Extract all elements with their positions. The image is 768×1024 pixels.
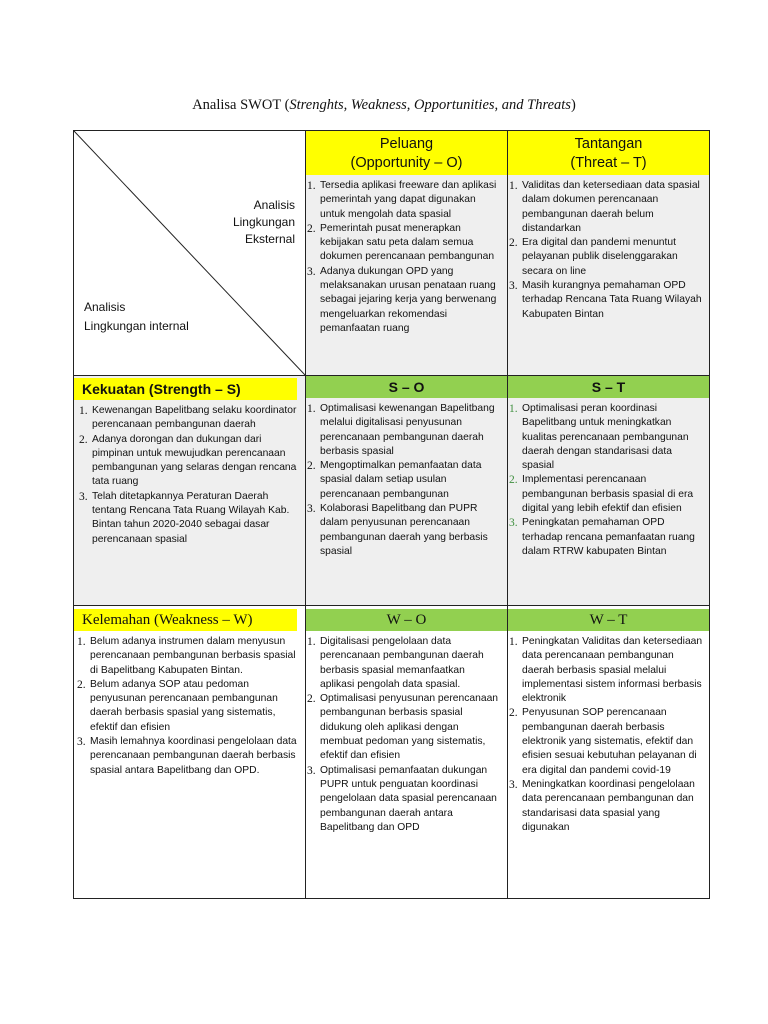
external-line-1: Analisis xyxy=(253,198,295,212)
opportunity-cell xyxy=(306,131,508,376)
list-item: 2. Era digital dan pandemi menuntut pelayanan publik diselenggarakan secara on line xyxy=(509,237,678,277)
so-cell xyxy=(306,376,508,606)
internal-line-1: Analisis xyxy=(84,300,126,314)
st-cell xyxy=(508,376,710,606)
weakness-list xyxy=(74,631,305,778)
list-item: 3. Kolaborasi Bapelitbang dan PUPR dalam penyusunan perencanaan pembangunan daerah yang berbasis spasial xyxy=(307,503,488,557)
threat-list xyxy=(508,175,709,322)
swot-table xyxy=(73,130,710,899)
list-item: 1. Tersedia aplikasi freeware dan aplikasi pemerintah yang dapat digunakan untuk mengolah data spasial xyxy=(307,180,497,220)
list-item: 2. Optimalisasi penyusunan perencanaan pembangunan berbasis spasial didukung oleh aplikasi dengan membuat pedoman yang sistematis, efektif dan efisien xyxy=(307,693,499,762)
wo-cell xyxy=(306,606,508,899)
list-item: 3. Peningkatan pemahaman OPD terhadap rencana pemanfaatan ruang dalam RTRW kabupaten Bintan xyxy=(509,517,695,557)
title-suffix: ) xyxy=(570,97,576,113)
title-prefix: Analisa SWOT ( xyxy=(192,97,290,113)
st-list xyxy=(508,398,709,559)
list-item: 3. Masih lemahnya koordinasi pengelolaan data perencanaan pembangunan daerah berbasis spasial antara Bapelitbang dan OPD. xyxy=(77,736,297,776)
wo-header: W – O xyxy=(306,609,507,631)
list-item: 3. Adanya dukungan OPD yang melaksanakan urusan penataan ruang sebagai jejaring kerja yang berwenang mengeluarkan rekomendasi pemanfaatan ruang xyxy=(307,265,497,334)
so-header: S – O xyxy=(306,376,507,398)
wt-list xyxy=(508,631,709,835)
st-header: S – T xyxy=(508,376,709,398)
list-item: 3. Meningkatkan koordinasi pengelolaan data perencanaan pembangunan dan standarisasi data spasial yang digunakan xyxy=(509,778,695,833)
wo-list xyxy=(306,631,507,835)
opportunity-title: Peluang xyxy=(379,136,434,152)
internal-line-2: Lingkungan internal xyxy=(84,319,189,333)
list-item: 1. Belum adanya instrumen dalam menyusun perencanaan pembangunan berbasis spasial di Bapelitbang Kabupaten Bintan. xyxy=(77,636,296,676)
opportunity-subtitle: (Opportunity – O) xyxy=(350,155,463,171)
title-italic: Strenghts, Weakness, Opportunities, and Threats xyxy=(289,97,571,113)
opportunity-header xyxy=(306,131,507,175)
list-item: 3. Optimalisasi pemanfaatan dukungan PUPR untuk penguatan koordinasi pengelolaan data spasial perencanaan pembangunan daerah antara Bapelitbang dan OPD xyxy=(307,764,497,833)
external-line-3: Eksternal xyxy=(244,232,295,246)
strength-header: Kekuatan (Strength – S) xyxy=(74,378,297,400)
list-item: 1. Kewenangan Bapelitbang selaku koordinator perencanaan pembangunan daerah xyxy=(79,405,297,431)
wt-header: W – T xyxy=(508,609,709,631)
list-item: 1. Optimalisasi peran koordinasi Bapelitbang untuk meningkatkan kualitas perencanaan pembangunan daerah dengan standarisasi data spasial xyxy=(509,403,689,472)
list-item: 2. Penyusunan SOP perencanaan pembangunan daerah berbasis elektronik yang sistematis, efektif dan efisien sesuai kebutuhan pelayanan di era digital dan pandemi covid-19 xyxy=(509,707,697,776)
strength-list xyxy=(74,400,305,547)
opportunity-list xyxy=(306,175,507,336)
list-item: 1. Optimalisasi kewenangan Bapelitbang melalui digitalisasi penyusunan perencanaan pembangunan daerah berbasis spasial xyxy=(307,403,495,457)
list-item: 1. Digitalisasi pengelolaan data perencanaan pembangunan daerah berbasis spasial memanfaatkan aplikasi pengolah data spasial. xyxy=(307,636,484,690)
internal-analysis-label xyxy=(84,298,189,336)
so-list xyxy=(306,398,507,559)
list-item: 3. Telah ditetapkannya Peraturan Daerah tentang Rencana Tata Ruang Wilayah Kab. Bintan tahun 2020-2040 sebagai dasar perencanaan spasial xyxy=(79,490,290,545)
list-item: 2. Adanya dorongan dan dukungan dari pimpinan untuk mewujudkan perencanaan pembangunan yang selaras dengan rencana tata ruang xyxy=(79,433,297,488)
external-analysis-label xyxy=(233,197,295,248)
list-item: 1. Peningkatan Validitas dan ketersediaan data perencanaan pembangunan daerah berbasis spasial melalui implementasi sistem informasi berbasis elektronik xyxy=(509,636,703,705)
wt-cell xyxy=(508,606,710,899)
threat-cell xyxy=(508,131,710,376)
page-title xyxy=(0,97,768,114)
threat-header xyxy=(508,131,709,175)
weakness-cell xyxy=(74,606,306,899)
threat-title: Tantangan xyxy=(574,136,643,152)
corner-cell xyxy=(74,131,306,376)
strength-cell xyxy=(74,376,306,606)
weakness-header: Kelemahan (Weakness – W) xyxy=(74,609,297,631)
diagonal-line xyxy=(74,131,305,375)
list-item: 1. Validitas dan ketersediaan data spasial dalam dokumen perencanaan pembangunan daerah belum distandarkan xyxy=(509,180,700,234)
list-item: 3. Masih kurangnya pemahaman OPD terhadap Rencana Tata Ruang Wilayah Kabupaten Bintan xyxy=(509,280,702,320)
list-item: 2. Mengoptimalkan pemanfaatan data spasial dalam setiap usulan perencanaan pembangunan xyxy=(307,460,482,500)
threat-subtitle: (Threat – T) xyxy=(570,155,647,171)
external-line-2: Lingkungan xyxy=(232,215,295,229)
list-item: 2. Belum adanya SOP atau pedoman penyusunan perencanaan pembangunan daerah berbasis spasial yang sistematis, efektif dan efisien xyxy=(77,678,278,733)
list-item: 2. Pemerintah pusat menerapkan kebijakan satu peta dalam semua dokumen perencanaan pembangunan xyxy=(307,222,495,263)
list-item: 2. Implementasi perencanaan pembangunan berbasis spasial di era digital yang lebih efektif dan efisien xyxy=(509,474,694,515)
